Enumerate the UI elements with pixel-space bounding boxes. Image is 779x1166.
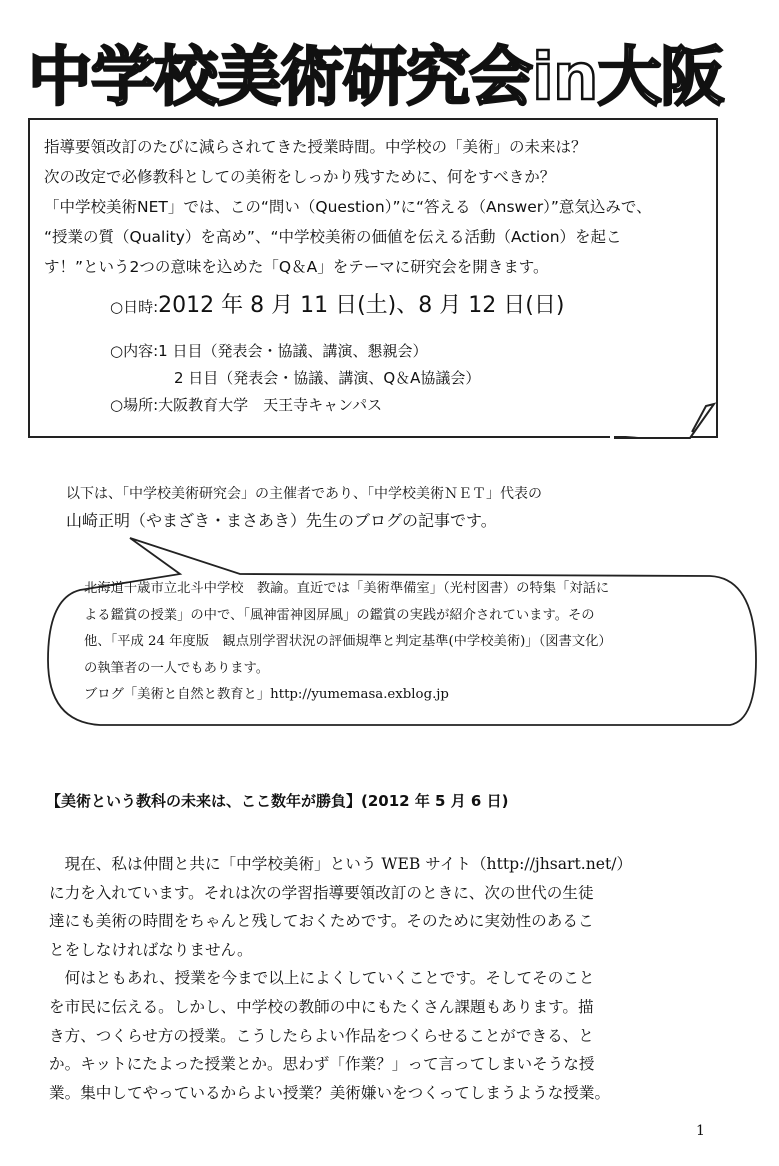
place-line: ○場所:大阪教育大学 天王寺キャンパス bbox=[110, 396, 383, 414]
announcement-line: 指導要領改訂のたびに減らされてきた授業時間。中学校の「美術」の未来は？ bbox=[44, 138, 587, 156]
announcement-line: 「中学校美術NET」では、この“問い（Question）”に“答える（Answer）”意気込みで、 bbox=[44, 198, 652, 216]
profile-line: の執筆者の一人でもあります。 bbox=[84, 660, 270, 676]
content-line-day1: ○内容:1 日目（発表会・協議、講演、懇親会） bbox=[110, 342, 428, 360]
profile-text bbox=[84, 576, 724, 709]
intro-line: 山崎正明（やまざき・まさあき）先生のブログの記事です。 bbox=[66, 511, 497, 530]
article-line: 業。集中してやっているからよい授業？美術嫌いをつくってしまうような授業。 bbox=[49, 1083, 611, 1102]
date-label: ○日時: bbox=[110, 298, 159, 316]
event-date bbox=[110, 288, 564, 319]
announcement-line: “授業の質（Quality）を高め”、“中学校美術の価値を伝える活動（Action）を起こ bbox=[44, 228, 622, 246]
article-line: 達にも美術の時間をちゃんと残しておくためです。そのために実効性のあるこ bbox=[49, 912, 594, 931]
date-value: 2012 年 8 月 11 日(土)、8 月 12 日(日) bbox=[158, 293, 565, 318]
article-body bbox=[49, 850, 729, 1107]
page-title: 中学校美術研究会in大阪 bbox=[28, 41, 724, 115]
profile-line: 他、「平成 24 年度版 観点別学習状況の評価規準と判定基準(中学校美術)」（図書文化） bbox=[84, 634, 612, 649]
profile-line: 北海道千歳市立北斗中学校 教諭。直近では「美術準備室」（光村図書）の特集「対話に bbox=[84, 581, 610, 596]
article-line: か。キットにたよった授業とか。思わず「作業？」って言ってしまいそうな授 bbox=[49, 1055, 595, 1074]
article-line: き方、つくらせ方の授業。こうしたらよい作品をつくらせることができる、と bbox=[49, 1026, 594, 1045]
article-line: を市民に伝える。しかし、中学校の教師の中にもたくさん課題もあります。描 bbox=[49, 997, 594, 1016]
announcement-line: す！”という2つの意味を込めた「Q＆A」をテーマに研究会を開きます。 bbox=[44, 258, 549, 276]
event-info bbox=[110, 338, 480, 419]
announcement-text bbox=[44, 132, 704, 282]
announcement-line: 次の改定で必修教科としての美術をしっかり残すために、何をすべきか？ bbox=[44, 168, 556, 186]
content-line-day2: 2 日目（発表会・協議、講演、Q＆A協議会） bbox=[174, 369, 481, 387]
intro-text bbox=[66, 482, 542, 536]
article-line: とをしなければなりません。 bbox=[49, 940, 253, 959]
article-line: 何はともあれ、授業を今まで以上によくしていくことです。そしてそのこと bbox=[49, 969, 595, 988]
profile-line: よる鑑賞の授業」の中で、「風神雷神図屏風」の鑑賞の実践が紹介されています。その bbox=[84, 607, 595, 623]
page-number: 1 bbox=[696, 1123, 705, 1139]
profile-blog-line: ブログ「美術と自然と教育と」http://yumemasa.exblog.jp bbox=[84, 687, 449, 702]
page-curl-decoration bbox=[610, 398, 720, 444]
intro-line: 以下は、「中学校美術研究会」の主催者であり、「中学校美術ＮＥＴ」代表の bbox=[66, 486, 542, 502]
article-heading: 【美術という教科の未来は、ここ数年が勝負】(2012 年 5 月 6 日) bbox=[46, 792, 509, 810]
article-line: 現在、私は仲間と共に「中学校美術」という WEB サイト（http://jhsart.net/） bbox=[49, 855, 633, 873]
article-line: に力を入れています。それは次の学習指導要領改訂のときに、次の世代の生徒 bbox=[49, 883, 594, 902]
